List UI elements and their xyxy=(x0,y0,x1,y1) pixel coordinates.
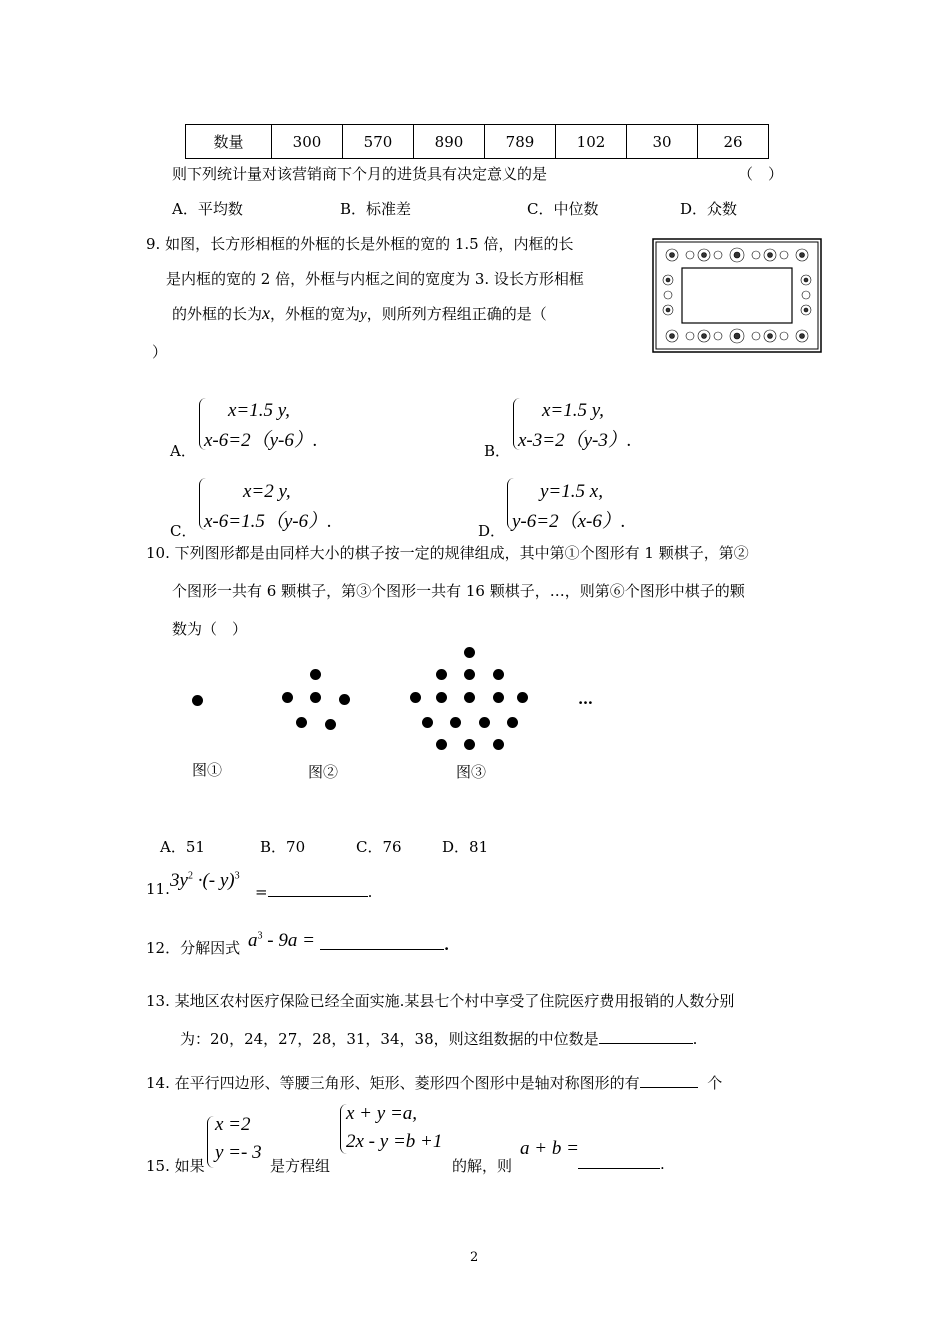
dot xyxy=(282,692,293,703)
dot xyxy=(325,719,336,730)
q9-line3-c: ，则所列方程组正确的是（ xyxy=(366,305,547,323)
q9-option-a-eq2: x-6=2（y-6）. xyxy=(204,430,318,451)
figure-label-1: 图① xyxy=(192,761,223,779)
q11-expr-a: 3y xyxy=(170,870,188,891)
dots-ellipsis: … xyxy=(578,690,593,708)
q15-answer xyxy=(578,1155,665,1173)
dot xyxy=(493,669,504,680)
dot xyxy=(450,717,461,728)
q9-line2: 是内框的宽的 2 倍，外框与内框之间的宽度为 3. 设长方形相框 xyxy=(166,270,584,288)
q14-tail: 个 xyxy=(707,1074,723,1092)
q12-tail: - 9a = xyxy=(262,930,315,951)
picture-frame-figure xyxy=(652,238,822,353)
q8-option-d: D．众数 xyxy=(680,200,738,218)
q11-eq: = . xyxy=(255,883,373,901)
q11-exp-a: 2 xyxy=(187,870,193,882)
q9-option-a-eq1: x=1.5 y, xyxy=(228,400,290,421)
q9-option-a-label: A． xyxy=(170,442,196,460)
answer-blank[interactable] xyxy=(268,896,368,897)
q12-exp: 3 xyxy=(257,930,263,942)
dot xyxy=(464,692,475,703)
q15-mid: 是方程组 xyxy=(270,1157,331,1175)
q10-option-b: B．70 xyxy=(260,838,306,856)
figure-label-2: 图② xyxy=(308,763,339,781)
dot xyxy=(464,669,475,680)
dot xyxy=(436,692,447,703)
q11-eq-sign: = xyxy=(255,883,268,901)
table-cell: 30 xyxy=(627,125,698,159)
q12-expr: a xyxy=(248,930,258,951)
q12-text: 12．分解因式 xyxy=(146,939,241,957)
dot xyxy=(296,717,307,728)
q14-text: 14. 在平行四边形、等腰三角形、矩形、菱形四个图形中是轴对称图形的有 xyxy=(146,1074,640,1092)
q10-option-c: C．76 xyxy=(356,838,402,856)
q9-line1: 9. 如图，长方形相框的外框的长是外框的宽的 1.5 倍，内框的长 xyxy=(146,235,574,253)
q10-option-a: A．51 xyxy=(160,838,205,856)
q8-option-b: B．标准差 xyxy=(340,200,412,218)
q13-line2-text: 为：20，24，27，28，31，34，38，则这组数据的中位数是 xyxy=(180,1030,599,1048)
dot xyxy=(310,692,321,703)
q13-line2 xyxy=(180,1028,697,1049)
answer-blank[interactable] xyxy=(578,1168,660,1169)
q15-sol1: x =2 xyxy=(215,1114,251,1135)
q11-expression xyxy=(170,870,240,892)
q9-line3 xyxy=(172,303,547,324)
data-table xyxy=(185,124,769,159)
dot xyxy=(422,717,433,728)
q13-end: . xyxy=(692,1030,698,1048)
answer-blank[interactable] xyxy=(640,1087,698,1088)
q9-option-d-eq1: y=1.5 x, xyxy=(540,481,603,502)
dot xyxy=(479,717,490,728)
q15-sys2: 2x - y =b +1 xyxy=(346,1131,443,1152)
q12-answer: . xyxy=(320,936,449,954)
dot xyxy=(464,647,475,658)
q9-option-b-eq2: x-3=2（y-3）. xyxy=(518,430,632,451)
q11-exp-b: 3 xyxy=(234,870,240,882)
dot xyxy=(436,739,447,750)
q11-number: 11. xyxy=(146,880,170,898)
q9-var-x: x xyxy=(262,303,271,323)
q15-tail: 的解，则 xyxy=(452,1157,513,1175)
table-cell: 300 xyxy=(272,125,343,159)
dot xyxy=(507,717,518,728)
q11-expr-b: ·(- y) xyxy=(197,870,235,891)
q9-option-d-label: D． xyxy=(478,522,506,540)
table-cell: 890 xyxy=(414,125,485,159)
dot xyxy=(436,669,447,680)
q15-sys1: x + y =a, xyxy=(346,1103,418,1124)
dot xyxy=(339,694,350,705)
q8-option-c: C．中位数 xyxy=(527,200,599,218)
q9-line4: ） xyxy=(152,343,168,361)
q9-option-b-eq1: x=1.5 y, xyxy=(542,400,604,421)
dot xyxy=(192,695,203,706)
answer-blank[interactable] xyxy=(320,949,444,950)
q9-option-c-eq1: x=2 y, xyxy=(243,481,291,502)
table-cell: 102 xyxy=(556,125,627,159)
q9-option-d-eq2: y-6=2（x-6）. xyxy=(512,511,626,532)
q9-option-b-label: B． xyxy=(484,442,511,460)
dot xyxy=(493,739,504,750)
q14-line xyxy=(146,1072,722,1093)
q9-option-c-eq2: x-6=1.5（y-6）. xyxy=(204,511,332,532)
table-row xyxy=(186,125,769,159)
table-header-cell: 数量 xyxy=(186,125,272,159)
q10-line2: 个图形一共有 6 颗棋子，第③个图形一共有 16 颗棋子，…，则第⑥个图形中棋子的颗 xyxy=(172,582,745,600)
q15-end: . xyxy=(660,1155,665,1173)
table-cell: 26 xyxy=(698,125,769,159)
answer-blank[interactable] xyxy=(599,1043,693,1044)
q15-expr: a + b = xyxy=(520,1138,579,1159)
dot xyxy=(493,692,504,703)
dot xyxy=(410,692,421,703)
q8-stem: 则下列统计量对该营销商下个月的进货具有决定意义的是 xyxy=(172,165,548,183)
q9-var-y: y xyxy=(360,307,367,323)
q13-line1: 13. 某地区农村医疗保险已经全面实施.某县七个村中享受了住院医疗费用报销的人数分别 xyxy=(146,992,735,1010)
q8-paren: （ ） xyxy=(738,165,784,183)
page-number: 2 xyxy=(470,1250,479,1265)
table-cell: 570 xyxy=(343,125,414,159)
table-cell: 789 xyxy=(485,125,556,159)
q9-option-c-label: C． xyxy=(170,522,197,540)
q9-line3-b: ，外框的宽为 xyxy=(270,305,361,323)
q10-line1: 10. 下列图形都是由同样大小的棋子按一定的规律组成，其中第①个图形有 1 颗棋子，第② xyxy=(146,544,749,562)
q15-number: 15. 如果 xyxy=(146,1157,205,1175)
q12-expression xyxy=(248,930,315,952)
q10-line3: 数为（ ） xyxy=(172,620,248,638)
q9-line3-a: 的外框的长为 xyxy=(172,305,263,323)
figure-label-3: 图③ xyxy=(456,763,487,781)
dot xyxy=(517,692,528,703)
dot xyxy=(310,669,321,680)
q15-sol2: y =- 3 xyxy=(215,1142,262,1163)
q10-option-d: D．81 xyxy=(442,838,489,856)
brace-icon xyxy=(207,1116,214,1168)
q8-option-a: A．平均数 xyxy=(172,200,243,218)
dot xyxy=(464,739,475,750)
